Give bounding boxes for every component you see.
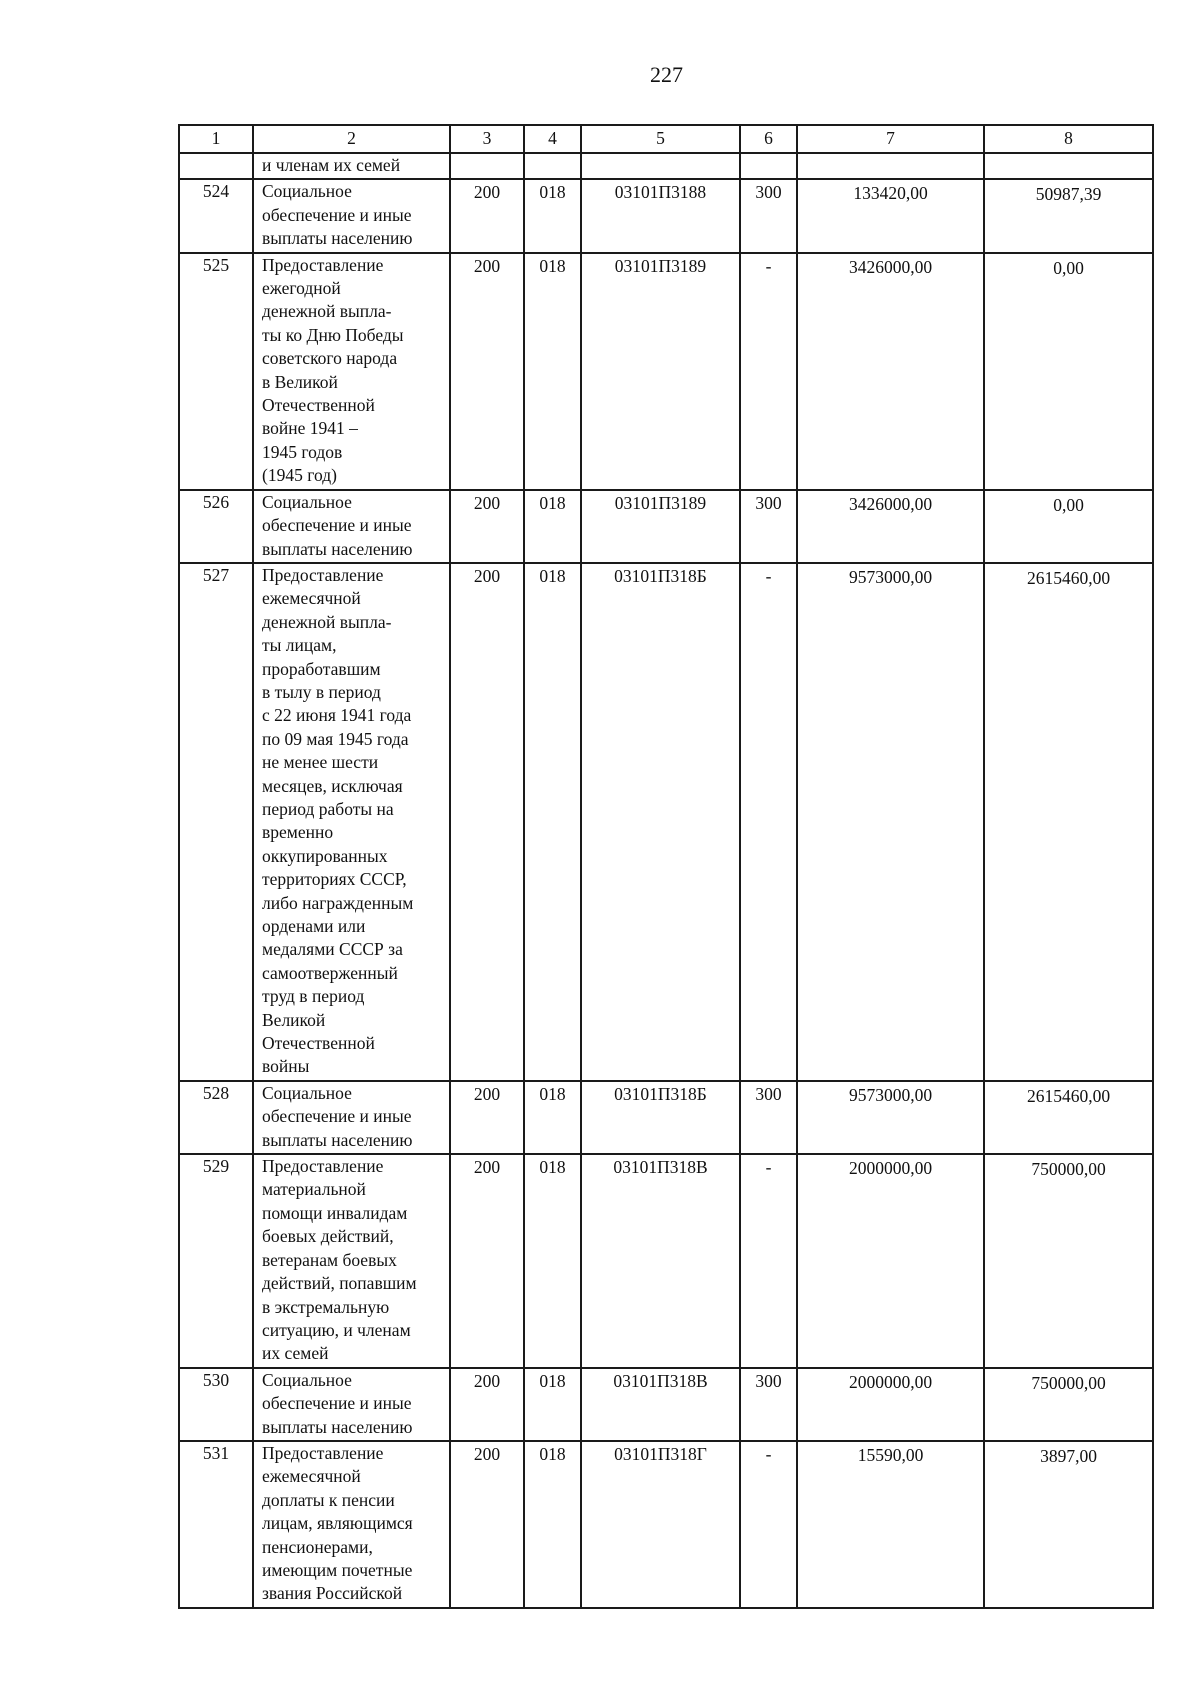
- name-line: обеспечение и иные: [262, 1393, 412, 1414]
- row-name-cell: [253, 1154, 450, 1368]
- target-article-cell: 03101П318Б: [581, 1081, 740, 1154]
- row-number-cell: 526: [179, 490, 253, 563]
- name-line: ежемесячной: [262, 1466, 361, 1487]
- expense-type-cell: -: [740, 1441, 797, 1608]
- name-line: Социальное: [262, 181, 352, 202]
- name-line: не менее шести: [262, 752, 379, 773]
- name-line: помощи инвалидам: [262, 1202, 408, 1223]
- name-line: в экстремальную: [262, 1296, 390, 1317]
- name-line: в тылу в период: [262, 681, 381, 702]
- header-cell: 1: [179, 125, 253, 153]
- name-line: труд в период: [262, 986, 365, 1007]
- expense-type-cell: -: [740, 563, 797, 1081]
- section-code-cell: 200: [450, 179, 524, 252]
- name-line: по 09 мая 1945 года: [262, 728, 409, 749]
- name-line: ты ко Дню Победы: [262, 324, 404, 345]
- name-line: ежегодной: [262, 278, 341, 299]
- header-cell: 3: [450, 125, 524, 153]
- name-line: Социальное: [262, 1369, 352, 1390]
- row-number-cell: 531: [179, 1441, 253, 1608]
- page-number: 227: [650, 62, 683, 87]
- table-row: [179, 253, 1153, 490]
- table-cell: [179, 153, 253, 179]
- name-line: ты лицам,: [262, 635, 337, 656]
- name-line: Социальное: [262, 491, 352, 512]
- header-cell: 4: [524, 125, 581, 153]
- target-article-cell: 03101П318В: [581, 1154, 740, 1368]
- subsection-code-cell: 018: [524, 1368, 581, 1441]
- name-line: выплаты населению: [262, 1416, 413, 1437]
- name-line: Социальное: [262, 1082, 352, 1103]
- subsection-code-cell: 018: [524, 563, 581, 1081]
- name-line: денежной выпла-: [262, 611, 392, 632]
- subsection-code-cell: 018: [524, 1441, 581, 1608]
- row-name-cell: [253, 1081, 450, 1154]
- name-line: медалями СССР за: [262, 939, 403, 960]
- table-row: [179, 1081, 1153, 1154]
- name-line: проработавшим: [262, 658, 381, 679]
- name-line: Предоставление: [262, 564, 384, 585]
- name-line: выплаты населению: [262, 1129, 413, 1150]
- section-code-cell: 200: [450, 1368, 524, 1441]
- target-article-cell: 03101П318Г: [581, 1441, 740, 1608]
- table-cell: [797, 153, 984, 179]
- name-line: месяцев, исключая: [262, 775, 403, 796]
- header-cell: 7: [797, 125, 984, 153]
- name-line: Отечественной: [262, 1033, 375, 1054]
- name-line: войны: [262, 1056, 310, 1077]
- amount-plan-cell: 133420,00: [797, 179, 984, 252]
- name-line: доплаты к пенсии: [262, 1489, 395, 1510]
- row-name-cell: [253, 563, 450, 1081]
- subsection-code-cell: 018: [524, 1081, 581, 1154]
- row-number-cell: 528: [179, 1081, 253, 1154]
- name-line: оккупированных: [262, 845, 388, 866]
- section-code-cell: 200: [450, 563, 524, 1081]
- name-line: самоотверженный: [262, 962, 398, 983]
- table-cell: [450, 153, 524, 179]
- amount-actual-cell: 2615460,00: [984, 1081, 1153, 1154]
- table-cell: [984, 153, 1153, 179]
- table-row: [179, 1441, 1153, 1608]
- continuation-row: [179, 153, 1153, 179]
- name-line: период работы на: [262, 798, 394, 819]
- expense-type-cell: -: [740, 1154, 797, 1368]
- amount-plan-cell: 3426000,00: [797, 253, 984, 490]
- row-name-cell: [253, 1441, 450, 1608]
- name-line: пенсионерами,: [262, 1536, 373, 1557]
- target-article-cell: 03101П318В: [581, 1368, 740, 1441]
- target-article-cell: 03101П318Б: [581, 563, 740, 1081]
- header-cell: 6: [740, 125, 797, 153]
- amount-plan-cell: 2000000,00: [797, 1368, 984, 1441]
- table-cell: [524, 153, 581, 179]
- row-name-cell: [253, 1368, 450, 1441]
- amount-plan-cell: 3426000,00: [797, 490, 984, 563]
- amount-actual-cell: 2615460,00: [984, 563, 1153, 1081]
- continuation-text: и членам их семей: [253, 153, 450, 179]
- name-line: их семей: [262, 1343, 329, 1364]
- section-code-cell: 200: [450, 1441, 524, 1608]
- name-line: орденами или: [262, 916, 366, 936]
- budget-table: [178, 124, 1154, 1609]
- table-cell: [581, 153, 740, 179]
- name-line: либо награжденным: [262, 892, 414, 913]
- name-line: с 22 июня 1941 года: [262, 705, 412, 726]
- target-article-cell: 03101П3189: [581, 490, 740, 563]
- name-line: действий, попавшим: [262, 1273, 417, 1294]
- row-number-cell: 524: [179, 179, 253, 252]
- name-line: (1945 год): [262, 465, 337, 486]
- amount-plan-cell: 2000000,00: [797, 1154, 984, 1368]
- amount-plan-cell: 9573000,00: [797, 563, 984, 1081]
- name-line: звания Российской: [262, 1583, 403, 1604]
- row-name-cell: [253, 253, 450, 490]
- name-line: ветеранам боевых: [262, 1249, 397, 1270]
- table-row: [179, 563, 1153, 1081]
- name-line: выплаты населению: [262, 538, 413, 559]
- subsection-code-cell: 018: [524, 1154, 581, 1368]
- name-line: 1945 годов: [262, 441, 343, 462]
- amount-actual-cell: 50987,39: [984, 179, 1153, 252]
- header-cell: 2: [253, 125, 450, 153]
- expense-type-cell: 300: [740, 179, 797, 252]
- section-code-cell: 200: [450, 1081, 524, 1154]
- amount-actual-cell: 750000,00: [984, 1368, 1153, 1441]
- target-article-cell: 03101П3188: [581, 179, 740, 252]
- name-line: денежной выпла-: [262, 301, 392, 322]
- name-line: Великой: [262, 1009, 326, 1030]
- name-line: лицам, являющимся: [262, 1513, 413, 1534]
- expense-type-cell: 300: [740, 1081, 797, 1154]
- row-number-cell: 530: [179, 1368, 253, 1441]
- name-line: обеспечение и иные: [262, 515, 412, 536]
- table-header-row: [179, 125, 1153, 153]
- amount-actual-cell: 750000,00: [984, 1154, 1153, 1368]
- name-line: ситуацию, и членам: [262, 1319, 411, 1340]
- name-line: боевых действий,: [262, 1226, 394, 1247]
- table-cell: [740, 153, 797, 179]
- expense-type-cell: 300: [740, 490, 797, 563]
- expense-type-cell: 300: [740, 1368, 797, 1441]
- name-line: материальной: [262, 1179, 366, 1200]
- subsection-code-cell: 018: [524, 179, 581, 252]
- table-row: [179, 1154, 1153, 1368]
- name-line: советского народа: [262, 348, 398, 369]
- section-code-cell: 200: [450, 490, 524, 563]
- amount-actual-cell: 0,00: [984, 253, 1153, 490]
- table-row: [179, 179, 1153, 252]
- section-code-cell: 200: [450, 253, 524, 490]
- name-line: Предоставление: [262, 254, 384, 275]
- name-line: обеспечение и иные: [262, 1106, 412, 1127]
- name-line: имеющим почетные: [262, 1559, 413, 1580]
- row-number-cell: 525: [179, 253, 253, 490]
- name-line: Предоставление: [262, 1156, 384, 1177]
- amount-actual-cell: 0,00: [984, 490, 1153, 563]
- amount-plan-cell: 15590,00: [797, 1441, 984, 1608]
- row-number-cell: 529: [179, 1154, 253, 1368]
- name-line: войне 1941 –: [262, 418, 358, 439]
- name-line: обеспечение и иные: [262, 204, 412, 225]
- row-name-cell: [253, 490, 450, 563]
- name-line: территориях СССР,: [262, 869, 407, 890]
- name-line: ежемесячной: [262, 588, 361, 609]
- row-number-cell: 527: [179, 563, 253, 1081]
- table-row: [179, 1368, 1153, 1441]
- header-cell: 8: [984, 125, 1153, 153]
- amount-actual-cell: 3897,00: [984, 1441, 1153, 1608]
- name-line: в Великой: [262, 371, 338, 392]
- header-cell: 5: [581, 125, 740, 153]
- target-article-cell: 03101П3189: [581, 253, 740, 490]
- name-line: Отечественной: [262, 395, 375, 416]
- name-line: Предоставление: [262, 1442, 384, 1463]
- subsection-code-cell: 018: [524, 253, 581, 490]
- row-name-cell: [253, 179, 450, 252]
- table-row: [179, 490, 1153, 563]
- name-line: временно: [262, 822, 334, 843]
- subsection-code-cell: 018: [524, 490, 581, 563]
- name-line: выплаты населению: [262, 228, 413, 249]
- amount-plan-cell: 9573000,00: [797, 1081, 984, 1154]
- expense-type-cell: -: [740, 253, 797, 490]
- section-code-cell: 200: [450, 1154, 524, 1368]
